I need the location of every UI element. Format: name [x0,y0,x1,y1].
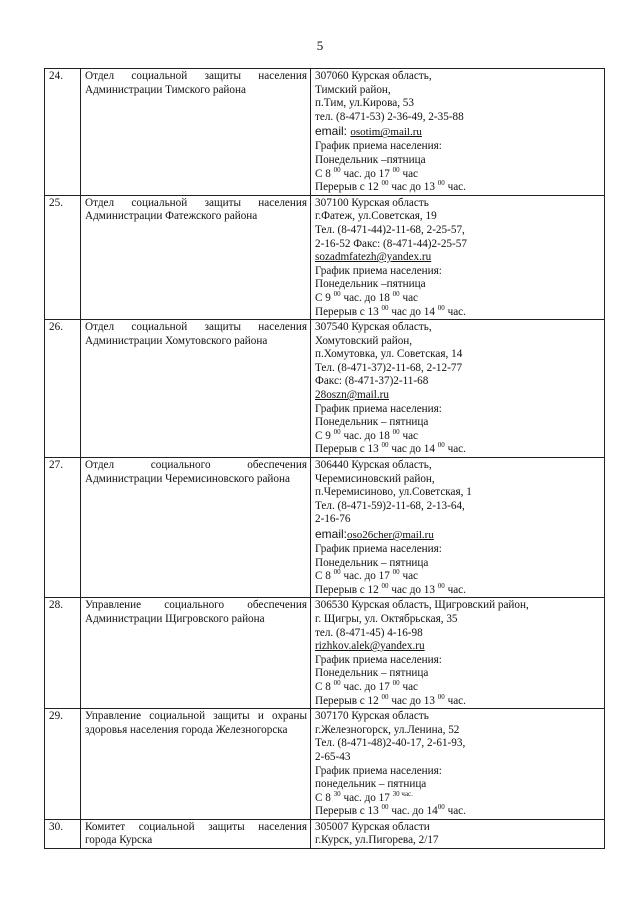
schedule-days: Понедельник – пятница [315,416,429,429]
schedule-days: понедельник – пятница [315,778,427,791]
schedule-title: График приема населения: [315,402,442,415]
page-number: 5 [316,38,324,53]
superscript: 00 [333,165,341,174]
break-hours: Перерыв с 13 $^{00}$ час до 14 $^{00}$ час. [315,303,466,318]
address-line: п.Хомутовка, ул. Советская, 14 [315,348,463,361]
superscript: 00 [333,568,341,577]
superscript: 00 [381,303,389,312]
superscript: 00 [392,289,400,298]
superscript: 30 час. [392,789,413,798]
work-hours: С 8 $^{30}$ час. до 17 $^{30 час.}$ [315,789,413,804]
superscript: 00 [392,568,400,577]
superscript: 00 [437,803,445,812]
break-hours: Перерыв с 13 $^{00}$ час. до $14^{00}$ час. [315,803,466,818]
schedule-days: Понедельник – пятница [315,556,429,569]
organization-name: Комитет социальной защиты населения города Курска [81,819,311,848]
contact-info [311,195,605,319]
superscript: 00 [392,427,400,436]
phone-line: Тел. (8-471-37)2-11-68, 2-12-77 [315,361,463,374]
organization-name: Отдел социального обеспечения Администрации Черемисиновского района [81,458,311,598]
address-line: 307170 Курская область [315,710,429,723]
table-row [45,69,605,196]
superscript: 00 [392,165,400,174]
phone-line: тел. (8-471-53) 2-36-49, 2-35-88 [315,110,464,123]
superscript: 00 [381,441,389,450]
phone-line: Тел. (8-471-44)2-11-68, 2-25-57, [315,223,465,236]
phone-line: 2-16-52 Факс: (8-471-44)2-25-57 [315,237,467,250]
address-line: г.Фатеж, ул.Советская, 19 [315,210,437,223]
break-hours: Перерыв с 12 $^{00}$ час до 13 $^{00}$ час. [315,179,466,194]
work-hours: С 8 $^{00}$ час. до 17 $^{00}$ час [315,165,419,180]
address-line: г. Щигры, ул. Октябрьская, 35 [315,612,458,625]
row-number: 24. [45,69,81,196]
phone-line: 2-16-76 [315,513,351,526]
row-number: 25. [45,195,81,319]
table-row [45,819,605,848]
phone-line: Тел. (8-471-59)2-11-68, 2-13-64, [315,499,465,512]
email-link[interactable]: sozadmfatezh@yandex.ru [315,251,432,264]
organization-name: Отдел социальной защиты населения Администрации Тимского района [81,69,311,196]
address-line: 306440 Курская область, [315,459,432,472]
organization-name: Отдел социальной защиты населения Администрации Фатежского района [81,195,311,319]
superscript: 00 [437,179,445,188]
phone-line: Тел. (8-471-48)2-40-17, 2-61-93, [315,737,466,750]
superscript: 30 [333,789,341,798]
work-hours: С 8 $^{00}$ час. до 17 $^{00}$ час [315,678,419,693]
superscript: 00 [437,692,445,701]
email-link[interactable]: 28oszn@mail.ru [315,389,389,402]
organization-name: Управление социальной защиты и охраны здоровья населения города Железногорска [81,709,311,820]
address-line: 305007 Курская области [315,820,430,833]
address-line: 306530 Курская область, Щигровский район, [315,599,529,612]
superscript: 00 [437,303,445,312]
contact-info [311,598,605,709]
work-hours: С 8 $^{00}$ час. до 17 $^{00}$ час [315,568,419,583]
row-number: 29. [45,709,81,820]
contact-info [311,320,605,458]
table-row [45,195,605,319]
contact-info [311,69,605,196]
contact-info [311,458,605,598]
superscript: 00 [437,441,445,450]
break-hours: Перерыв с 13 $^{00}$ час до 14 $^{00}$ час. [315,441,466,456]
schedule-title: График приема населения: [315,543,442,555]
phone-line: 2-65-43 [315,750,351,763]
schedule-title: График приема населения: [315,140,442,153]
address-line: Тимский район, [315,83,391,96]
break-hours: Перерыв с 12 $^{00}$ час до 13 $^{00}$ час. [315,581,466,596]
schedule-days: Понедельник –пятница [315,278,426,291]
table-row [45,709,605,820]
work-hours: С 9 $^{00}$ час. до 18 $^{00}$ час [315,289,419,304]
schedule-title: График приема населения: [315,264,442,277]
superscript: 00 [381,803,389,812]
schedule-title: График приема населения: [315,764,442,777]
email-line: email:oso26cher@mail.ru [315,527,434,541]
organization-name: Отдел социальной защиты населения Администрации Хомутовского района [81,320,311,458]
address-line: Черемисиновский район, [315,472,435,485]
phone-line: Факс: (8-471-37)2-11-68 [315,375,429,388]
superscript: 00 [333,427,341,436]
contacts-table [44,68,605,849]
address-line: г.Курск, ул.Пигорева, 2/17 [315,834,439,847]
superscript: 00 [381,179,389,188]
contact-info [311,819,605,848]
organization-name: Управление социального обеспечения Администрации Щигровского района [81,598,311,709]
address-line: 307060 Курская область, [315,70,432,82]
work-hours: С 9 $^{00}$ час. до 18 $^{00}$ час [315,427,419,442]
superscript: 00 [437,581,445,590]
email-link[interactable]: rizhkov.alek@yandex.ru [315,640,425,653]
address-line: г.Железногорск, ул.Ленина, 52 [315,723,460,736]
superscript: 00 [392,678,400,687]
superscript: 00 [333,289,341,298]
phone-line: тел. (8-471-45) 4-16-98 [315,626,423,639]
table-row [45,458,605,598]
address-line: 307540 Курская область, [315,321,432,334]
superscript: 00 [381,581,389,590]
email-link[interactable]: oso26cher@mail.ru [347,529,434,541]
superscript: 00 [333,678,341,687]
superscript: 00 [381,692,389,701]
row-number: 27. [45,458,81,598]
row-number: 26. [45,320,81,458]
address-line: п.Тим, ул.Кирова, 53 [315,97,414,110]
break-hours: Перерыв с 12 $^{00}$ час до 13 $^{00}$ час. [315,692,466,707]
contact-info [311,709,605,820]
row-number: 28. [45,598,81,709]
schedule-days: Понедельник – пятница [315,667,429,680]
table-row [45,598,605,709]
table-row [45,320,605,458]
address-line: Хомутовский район, [315,334,413,347]
row-number: 30. [45,819,81,848]
email-line: email: osotim@mail.ru [315,124,422,139]
contacts-table-body [45,69,605,849]
schedule-title: График приема населения: [315,653,442,666]
schedule-days: Понедельник –пятница [315,153,426,166]
email-link[interactable]: osotim@mail.ru [350,126,422,139]
address-line: 307100 Курская область [315,196,429,209]
address-line: п.Черемисиново, ул.Советская, 1 [315,486,472,499]
